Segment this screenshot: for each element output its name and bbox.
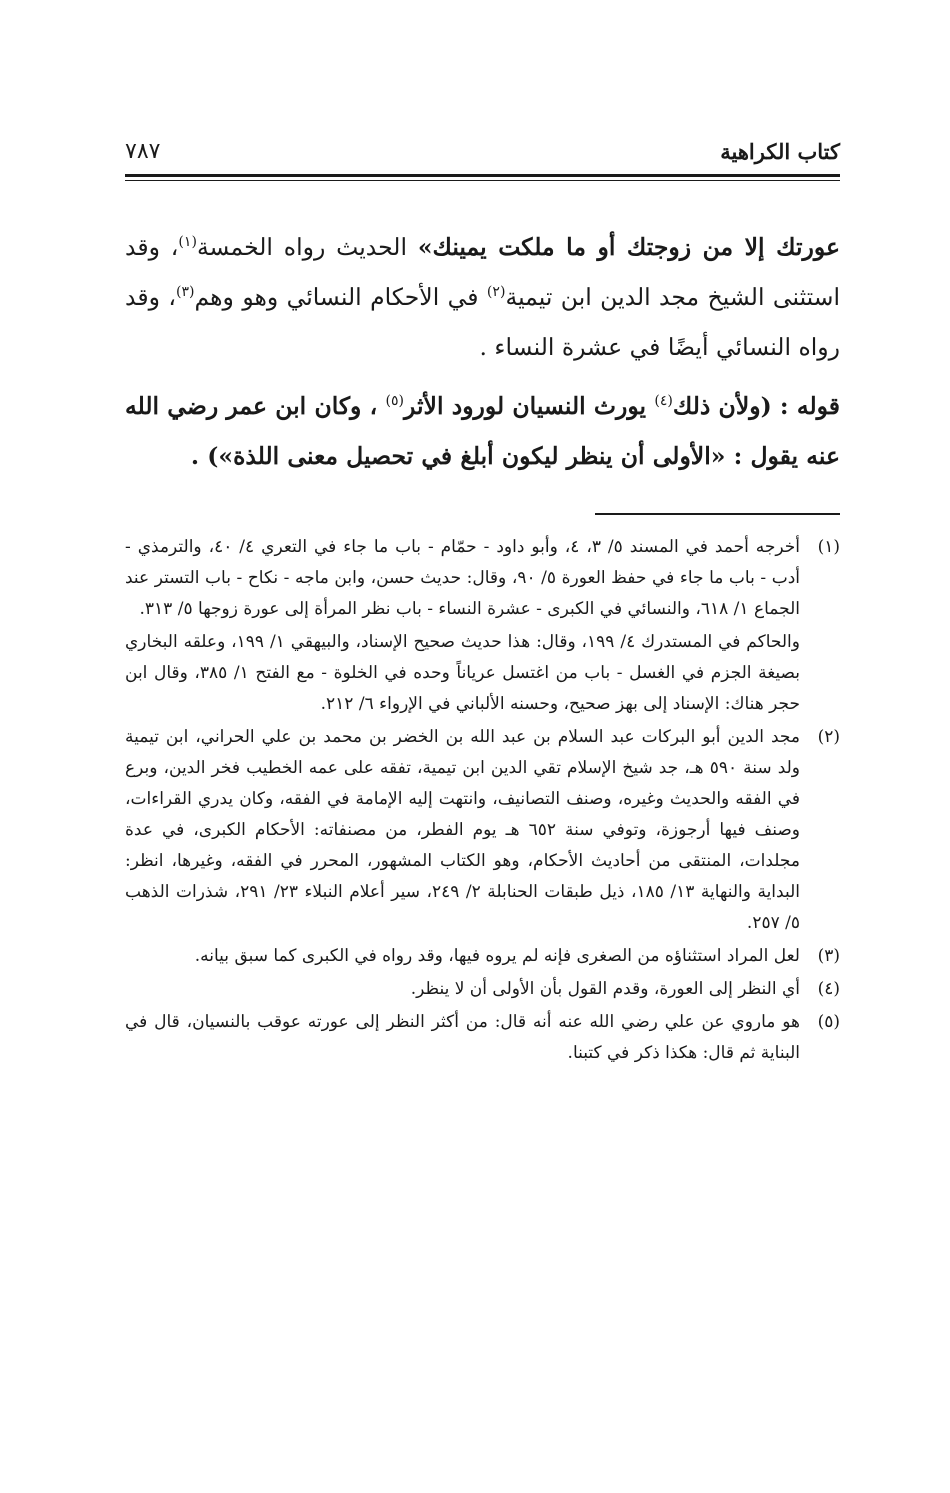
footnote-2 <box>125 722 840 939</box>
footnote-text: هو ماروي عن علي رضي الله عنه أنه قال: من أكثر النظر إلى عورته عوقب بالنسيان، قال في البناية ثم قال: هكذا ذكر في كتبنا. <box>125 1012 800 1063</box>
footnote-text: والحاكم في المستدرك ٤/ ١٩٩، وقال: هذا حديث صحيح الإسناد، والبيهقي ١/ ١٩٩، وعلقه البخاري بصيغة الجزم في الغسل - باب من اغتسل عرياناً وحده في الخلوة - مع الفتح ١/ ٣٨٥، وقال ابن حجر هناك: الإسناد إلى بهز صحيح، وحسنه الألباني في الإرواء ٦/ ٢١٢. <box>125 632 800 714</box>
footnote-text: أي النظر إلى العورة، وقدم القول بأن الأولى أن لا ينظر. <box>410 979 800 999</box>
footnote-4 <box>125 974 840 1005</box>
running-header <box>125 135 840 175</box>
footnote-text: لعل المراد استثناؤه من الصغرى فإنه لم يروه فيها، وقد رواه في الكبرى كما سبق بيانه. <box>194 946 800 966</box>
chapter-title: كتاب الكراهية <box>720 139 840 164</box>
footnote-3 <box>125 941 840 972</box>
main-text <box>125 222 840 481</box>
page-number: ٧٨٧ <box>125 139 161 164</box>
footnote-ref-2: (٢) <box>486 284 506 301</box>
footnote-ref-4: (٤) <box>654 393 673 410</box>
header-rule-thin <box>125 180 840 181</box>
footnote-body <box>125 974 800 1005</box>
footnote-text: مجد الدين أبو البركات عبد السلام بن عبد الله بن الخضر بن محمد بن علي الحراني، ابن تيمية ولد سنة ٥٩٠ هـ، جد شيخ الإسلام تقي الدين ابن تيمية، تفقه على عمه الخطيب فخر الدين، وبرع في الفقه والحديث وغيره، وصنف التصانيف، وانتهت إليه الإمامة في الفقه، وكان يدري القراءات، وصنف فيها أرجوزة، وتوفي سنة ٦٥٢ هـ يوم الفطر، من مصنفاته: الأحكام الكبرى، في عدة مجلدات، المنتقى من أحاديث الأحكام، وهو الكتاب المشهور، المحرر في الفقه، وغيرها، انظر: البداية والنهاية ١٣/ ١٨٥، ذيل طبقات الحنابلة ٢/ ٢٤٩، سير أعلام النبلاء ٢٣/ ٢٩١، شذرات الذهب ٥/ ٢٥٧. <box>125 727 801 933</box>
hadith-quote: عورتك إلا من زوجتك أو ما ملكت يمينك» <box>417 233 840 261</box>
footnote-separator <box>595 513 840 515</box>
footnote-ref-5: (٥) <box>385 393 405 410</box>
footnote-ref-3: (٣) <box>175 284 195 301</box>
footnote-number: (٣) <box>817 946 840 966</box>
footnote-ref-1: (١) <box>178 234 197 251</box>
footnote-number: (٤) <box>817 979 840 999</box>
header-rule-thick <box>125 174 840 177</box>
footnote-text: أخرجه أحمد في المسند ٥/ ٣، ٤، وأبو داود - حمّام - باب ما جاء في التعري ٤/ ٤٠، والترمذي - أدب - باب ما جاء في حفظ العورة ٥/ ٩٠، وقال: حديث حسن، وابن ماجه - نكاح - باب التستر عند الجماع ١/ ٦١٨، والنسائي في الكبرى - عشرة النساء - باب نظر المرأة إلى عورة زوجها ٥/ ٣١٣. <box>125 537 801 619</box>
footnote-1 <box>125 532 840 720</box>
footnote-number: (٥) <box>817 1012 840 1032</box>
footnote-body <box>125 941 800 972</box>
footnote-number: (٢) <box>817 727 840 747</box>
main-paragraph-1: عورتك إلا من زوجتك أو ما ملكت يمينك» الحديث رواه الخمسة$^{(١)}$، وقد استثنى الشيخ مجد الدين ابن تيمية$^{(٢)}$ في الأحكام النسائي وهو وهم$^{(٣)}$، وقد رواه النسائي أيضًا في عشرة النساء . <box>125 233 840 361</box>
main-paragraph-2: قوله : (ولأن ذلك$^{(٤)}$ يورث النسيان لورود الأثر$^{(٥)}$ ، وكان ابن عمر رضي الله عنه يقول : «الأولى أن ينظر ليكون أبلغ في تحصيل معنى اللذة») . <box>125 392 840 470</box>
footnotes <box>125 532 840 1069</box>
footnote-body <box>125 1007 800 1069</box>
footnote-5 <box>125 1007 840 1069</box>
footnote-body <box>125 722 800 939</box>
footnote-number: (١) <box>817 537 840 557</box>
footnote-body <box>125 532 800 720</box>
